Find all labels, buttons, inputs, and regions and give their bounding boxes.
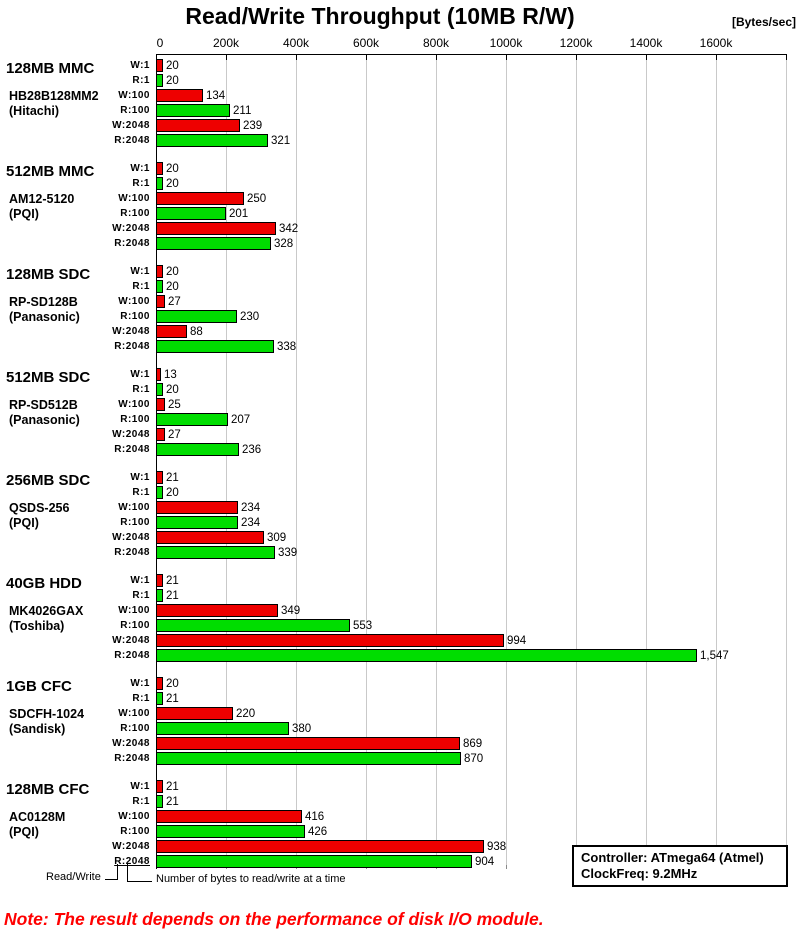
bar-row	[0, 751, 800, 766]
bar-row-label: R:100	[120, 620, 150, 631]
bar-value-label: 134	[206, 89, 226, 102]
bar-row-label: W:100	[118, 399, 150, 410]
bar-row-label: R:1	[132, 487, 150, 498]
bar-row-label: R:100	[120, 208, 150, 219]
bar-row	[0, 573, 800, 588]
bar-value-label: 20	[166, 265, 179, 278]
bar-value-label: 21	[166, 574, 179, 587]
bar-row	[0, 294, 800, 309]
bar-row-label: R:1	[132, 384, 150, 395]
throughput-bar-read	[156, 619, 350, 632]
throughput-bar-read	[156, 340, 274, 353]
bar-row	[0, 500, 800, 515]
device-model: AM12-5120	[9, 192, 75, 206]
throughput-bar-write	[156, 471, 163, 484]
bar-value-label: 1,547	[700, 649, 729, 662]
throughput-bar-read	[156, 649, 697, 662]
throughput-bar-write	[156, 677, 163, 690]
bar-value-label: 13	[164, 368, 177, 381]
bar-value-label: 20	[166, 59, 179, 72]
x-axis-tick-labels	[0, 36, 800, 52]
device-name: 40GB HDD	[6, 575, 82, 592]
bar-row-label: W:2048	[112, 841, 150, 852]
bar-row	[0, 133, 800, 148]
bar-value-label: 207	[231, 413, 251, 426]
bar-value-label: 88	[190, 325, 203, 338]
bar-value-label: 234	[241, 501, 261, 514]
bar-row-label: W:1	[130, 781, 150, 792]
bar-row	[0, 706, 800, 721]
bar-row-label: W:2048	[112, 120, 150, 131]
bar-row	[0, 236, 800, 251]
footnote: Note: The result depends on the performance of disk I/O module.	[4, 909, 544, 929]
bar-row-label: W:100	[118, 90, 150, 101]
bar-value-label: 21	[166, 589, 179, 602]
device-brand: (Toshiba)	[9, 619, 65, 633]
bar-row-label: R:2048	[114, 650, 150, 661]
throughput-bar-write	[156, 295, 165, 308]
throughput-bar-read	[156, 825, 305, 838]
throughput-bar-read	[156, 104, 230, 117]
bar-value-label: 236	[242, 443, 262, 456]
bar-row-label: R:1	[132, 693, 150, 704]
throughput-bar-write	[156, 59, 163, 72]
bar-value-label: 20	[166, 177, 179, 190]
bar-row	[0, 545, 800, 560]
throughput-bar-write	[156, 810, 302, 823]
device-model: HB28B128MM2	[9, 89, 99, 103]
throughput-bar-read	[156, 383, 163, 396]
axis-tick-label: 1200k	[559, 36, 593, 50]
throughput-bar-write	[156, 604, 278, 617]
bar-row	[0, 633, 800, 648]
bar-row	[0, 161, 800, 176]
device-group	[0, 573, 800, 663]
bar-row-label: W:2048	[112, 738, 150, 749]
bar-row-label: W:100	[118, 605, 150, 616]
bar-row-label: W:1	[130, 472, 150, 483]
bar-row	[0, 264, 800, 279]
bar-row-label: R:1	[132, 281, 150, 292]
device-info	[6, 781, 108, 839]
info-box	[572, 845, 788, 887]
bar-value-label: 338	[277, 340, 297, 353]
bar-row	[0, 794, 800, 809]
axis-tick-label: 1000k	[489, 36, 523, 50]
device-model: RP-SD512B	[9, 398, 78, 412]
bar-row	[0, 176, 800, 191]
bar-row	[0, 603, 800, 618]
bar-value-label: 230	[240, 310, 260, 323]
throughput-bar-read	[156, 280, 163, 293]
device-name: 128MB SDC	[6, 266, 91, 283]
device-group	[0, 264, 800, 354]
bar-value-label: 211	[233, 104, 252, 117]
bar-row-label: R:100	[120, 723, 150, 734]
throughput-bar-write	[156, 634, 504, 647]
bar-row	[0, 779, 800, 794]
bar-row	[0, 309, 800, 324]
bar-value-label: 21	[166, 795, 179, 808]
throughput-bar-write	[156, 428, 165, 441]
device-model: RP-SD128B	[9, 295, 78, 309]
bar-row-label: R:2048	[114, 856, 150, 867]
bar-value-label: 349	[281, 604, 301, 617]
bar-row-label: W:2048	[112, 635, 150, 646]
throughput-bar-read	[156, 855, 472, 868]
bar-row	[0, 691, 800, 706]
throughput-bar-read	[156, 795, 163, 808]
throughput-bar-read	[156, 443, 239, 456]
bar-value-label: 869	[463, 737, 483, 750]
throughput-bar-read	[156, 589, 163, 602]
device-group	[0, 367, 800, 457]
bar-row-label: R:1	[132, 590, 150, 601]
bar-row	[0, 427, 800, 442]
bar-value-label: 416	[305, 810, 325, 823]
bar-row-label: W:100	[118, 708, 150, 719]
bar-row	[0, 721, 800, 736]
bar-value-label: 21	[166, 692, 179, 705]
bar-value-label: 342	[279, 222, 299, 235]
axis-tick-label: 1400k	[629, 36, 663, 50]
bar-value-label: 250	[247, 192, 267, 205]
bar-row-label: W:1	[130, 163, 150, 174]
bar-row-label: W:1	[130, 678, 150, 689]
device-group	[0, 161, 800, 251]
throughput-bar-read	[156, 752, 461, 765]
bar-row-label: W:1	[130, 266, 150, 277]
device-model: MK4026GAX	[9, 604, 84, 618]
bar-row	[0, 736, 800, 751]
throughput-bar-write	[156, 398, 165, 411]
axis-tick-label: 800k	[422, 36, 450, 50]
axis-tick-label: 400k	[282, 36, 310, 50]
read-write-bracket-line	[105, 864, 118, 880]
bar-row	[0, 367, 800, 382]
axis-tick-label: 1600k	[699, 36, 733, 50]
bar-row	[0, 485, 800, 500]
device-info	[6, 678, 108, 736]
device-brand: (PQI)	[9, 516, 39, 530]
bar-value-label: 20	[166, 74, 179, 87]
bar-row	[0, 618, 800, 633]
bar-row	[0, 676, 800, 691]
throughput-bar-write	[156, 222, 276, 235]
device-model: AC0128M	[9, 810, 66, 824]
bar-row-label: R:1	[132, 178, 150, 189]
throughput-bar-write	[156, 89, 203, 102]
bar-row	[0, 442, 800, 457]
throughput-bar-write	[156, 501, 238, 514]
device-info	[6, 163, 108, 221]
bar-value-label: 20	[166, 162, 179, 175]
bar-value-label: 20	[166, 486, 179, 499]
throughput-bar-read	[156, 722, 289, 735]
device-name: 256MB SDC	[6, 472, 91, 489]
bar-row-label: R:2048	[114, 238, 150, 249]
throughput-bar-write	[156, 737, 460, 750]
bar-row	[0, 191, 800, 206]
bar-row-label: R:2048	[114, 135, 150, 146]
device-info	[6, 472, 108, 530]
bar-value-label: 339	[278, 546, 298, 559]
bar-value-label: 27	[168, 295, 181, 308]
bar-row-label: W:2048	[112, 223, 150, 234]
bar-row-label: W:1	[130, 369, 150, 380]
throughput-bar-read	[156, 310, 237, 323]
device-brand: (Panasonic)	[9, 310, 80, 324]
throughput-bar-read	[156, 207, 226, 220]
throughput-bar-write	[156, 192, 244, 205]
bar-value-label: 309	[267, 531, 287, 544]
bar-row-label: R:2048	[114, 444, 150, 455]
throughput-bar-read	[156, 486, 163, 499]
bar-value-label: 25	[168, 398, 181, 411]
bar-value-label: 20	[166, 677, 179, 690]
device-name: 128MB MMC	[6, 60, 95, 77]
throughput-bar-read	[156, 692, 163, 705]
bar-row-label: R:2048	[114, 341, 150, 352]
bar-value-label: 321	[271, 134, 291, 147]
bar-row	[0, 58, 800, 73]
throughput-bar-read	[156, 546, 275, 559]
bar-row	[0, 588, 800, 603]
bar-row	[0, 103, 800, 118]
bar-row	[0, 530, 800, 545]
bar-value-label: 553	[353, 619, 373, 632]
bar-value-label: 21	[166, 471, 179, 484]
bytes-bracket-line	[127, 864, 152, 882]
bar-value-label: 904	[475, 855, 495, 868]
axis-tick-label: 0	[156, 36, 164, 50]
device-brand: (Panasonic)	[9, 413, 80, 427]
throughput-bar-read	[156, 177, 163, 190]
device-brand: (Hitachi)	[9, 104, 59, 118]
bar-row	[0, 412, 800, 427]
bar-value-label: 201	[229, 207, 249, 220]
axis-tick-label: 600k	[352, 36, 380, 50]
bar-value-label: 239	[243, 119, 263, 132]
throughput-bar-write	[156, 531, 264, 544]
device-group	[0, 676, 800, 766]
bar-row	[0, 324, 800, 339]
bar-row	[0, 824, 800, 839]
device-model: QSDS-256	[9, 501, 70, 515]
read-write-annotation: Read/Write	[46, 871, 101, 883]
device-name: 1GB CFC	[6, 678, 72, 695]
throughput-bar-write	[156, 162, 163, 175]
bar-row	[0, 339, 800, 354]
bar-value-label: 328	[274, 237, 294, 250]
bar-row	[0, 279, 800, 294]
bar-value-label: 994	[507, 634, 527, 647]
throughput-bar-read	[156, 134, 268, 147]
bar-row	[0, 397, 800, 412]
bar-row-label: R:100	[120, 826, 150, 837]
throughput-bar-read	[156, 237, 271, 250]
bar-row	[0, 470, 800, 485]
bar-row	[0, 118, 800, 133]
bar-value-label: 380	[292, 722, 312, 735]
device-name: 128MB CFC	[6, 781, 90, 798]
device-brand: (PQI)	[9, 825, 39, 839]
throughput-bar-read	[156, 516, 238, 529]
bar-row-label: R:100	[120, 517, 150, 528]
bar-row-label: R:100	[120, 311, 150, 322]
bar-row-label: R:100	[120, 414, 150, 425]
device-name: 512MB MMC	[6, 163, 95, 180]
device-info	[6, 575, 108, 633]
chart-title: Read/Write Throughput (10MB R/W)	[185, 3, 575, 29]
bar-value-label: 27	[168, 428, 181, 441]
bar-row-label: R:1	[132, 75, 150, 86]
bar-row	[0, 648, 800, 663]
bar-row-label: W:2048	[112, 326, 150, 337]
device-name: 512MB SDC	[6, 369, 91, 386]
bar-row-label: W:100	[118, 193, 150, 204]
bar-value-label: 234	[241, 516, 261, 529]
bar-value-label: 870	[464, 752, 484, 765]
throughput-bar-read	[156, 413, 228, 426]
bar-row-label: W:100	[118, 811, 150, 822]
bar-row-label: W:2048	[112, 429, 150, 440]
device-brand: (Sandisk)	[9, 722, 66, 736]
bar-value-label: 426	[308, 825, 328, 838]
throughput-bar-write	[156, 119, 240, 132]
device-group	[0, 58, 800, 148]
bar-row-label: W:1	[130, 60, 150, 71]
device-model: SDCFH-1024	[9, 707, 85, 721]
bar-row	[0, 221, 800, 236]
throughput-bar-write	[156, 840, 484, 853]
bar-value-label: 20	[166, 280, 179, 293]
bar-row-label: W:100	[118, 296, 150, 307]
bar-row	[0, 73, 800, 88]
bar-value-label: 938	[487, 840, 507, 853]
bar-row	[0, 382, 800, 397]
bar-row-label: R:2048	[114, 547, 150, 558]
bar-row-label: W:100	[118, 502, 150, 513]
throughput-bar-write	[156, 368, 161, 381]
bar-value-label: 220	[236, 707, 256, 720]
bar-row	[0, 206, 800, 221]
bar-row	[0, 515, 800, 530]
bar-row	[0, 809, 800, 824]
axis-tick-label: 200k	[212, 36, 240, 50]
info-box-clockfreq: ClockFreq: 9.2MHz	[581, 866, 698, 881]
bar-row-label: R:1	[132, 796, 150, 807]
throughput-bar-write	[156, 574, 163, 587]
bar-value-label: 20	[166, 383, 179, 396]
throughput-bar-write	[156, 780, 163, 793]
bar-row-label: W:2048	[112, 532, 150, 543]
throughput-bar-write	[156, 265, 163, 278]
info-box-controller: Controller: ATmega64 (Atmel)	[581, 850, 764, 865]
bar-groups	[0, 54, 800, 882]
bytes-annotation: Number of bytes to read/write at a time	[156, 873, 346, 885]
bar-row-label: R:100	[120, 105, 150, 116]
unit-label: [Bytes/sec]	[731, 15, 796, 29]
throughput-bar-write	[156, 707, 233, 720]
device-info	[6, 60, 108, 118]
device-info	[6, 266, 108, 324]
device-group	[0, 470, 800, 560]
throughput-bar-write	[156, 325, 187, 338]
device-info	[6, 369, 108, 427]
bar-row-label: R:2048	[114, 753, 150, 764]
bar-row-label: W:1	[130, 575, 150, 586]
throughput-bar-read	[156, 74, 163, 87]
bar-value-label: 21	[166, 780, 179, 793]
bar-row	[0, 88, 800, 103]
device-brand: (PQI)	[9, 207, 39, 221]
